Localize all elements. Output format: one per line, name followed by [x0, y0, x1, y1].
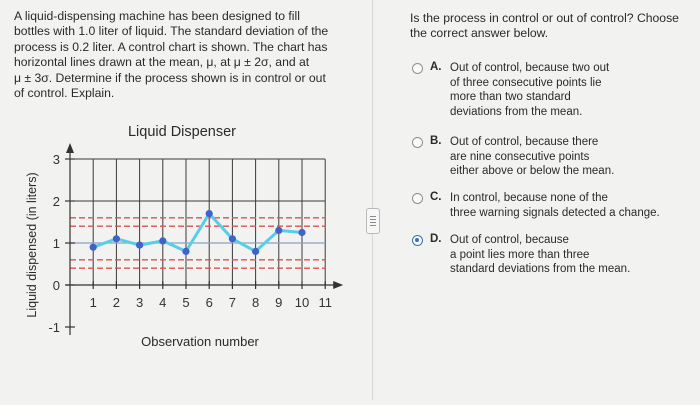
option-letter: A. [430, 61, 442, 73]
option-line: are nine consecutive points [450, 150, 590, 163]
option-text [450, 191, 660, 220]
option-text [450, 135, 614, 179]
x-tick-label: 4 [159, 295, 167, 310]
option-line: deviations from the mean. [450, 105, 583, 118]
y-axis-label: Liquid dispensed (in liters) [25, 172, 39, 318]
question-line: horizontal lines drawn at the mean, μ, at μ ± 2σ, and at [14, 55, 310, 70]
data-point [229, 235, 236, 242]
option-line: three warning signals detected a change. [450, 206, 660, 219]
radio-button-selected-icon[interactable] [412, 235, 423, 246]
option-line: In control, because none of the [450, 192, 608, 204]
data-point [298, 229, 305, 236]
data-point [90, 244, 97, 251]
option-line: standard deviations from the mean. [450, 263, 631, 275]
option-letter: B. [430, 135, 442, 147]
y-tick-label: 1 [52, 236, 60, 251]
prompt-line: the correct answer below. [410, 26, 549, 41]
x-axis-arrow-icon [333, 281, 343, 289]
option-line: Out of control, because [450, 234, 569, 246]
y-tick-label: -1 [48, 320, 60, 335]
option-line: either above or below the mean. [450, 165, 615, 177]
x-tick-label: 3 [135, 295, 144, 310]
option-text [450, 233, 630, 277]
control-chart [0, 120, 372, 400]
option-line: a point lies more than three [450, 248, 590, 261]
option-line: of three consecutive points lie [450, 76, 602, 89]
question-text [14, 9, 364, 101]
x-axis-label: Observation number [141, 334, 259, 349]
option-text [450, 61, 609, 119]
x-tick-label: 2 [112, 295, 121, 310]
data-point [182, 248, 189, 255]
option-line: Out of control, because there [450, 136, 599, 148]
data-point [206, 210, 213, 217]
panel-resize-handle[interactable] [366, 208, 380, 234]
x-tick-label: 6 [205, 295, 213, 310]
data-point [275, 227, 282, 234]
option-line: Out of control, because two out [450, 62, 610, 74]
question-line: μ ± 3σ. Determine if the process shown is in control or out [14, 70, 326, 85]
question-line: A liquid-dispensing machine has been designed to fill [14, 9, 300, 23]
data-point [113, 235, 120, 242]
radio-button-icon[interactable] [412, 137, 423, 148]
series-line [93, 214, 302, 252]
question-line: of control. Explain. [14, 86, 115, 101]
y-tick-label: 3 [52, 152, 60, 167]
x-tick-label: 5 [182, 295, 190, 310]
panel-divider [372, 0, 373, 400]
radio-button-icon[interactable] [412, 63, 423, 74]
option-line: more than two standard [450, 91, 571, 103]
y-tick-label: 0 [52, 278, 60, 293]
x-tick-label: 11 [318, 295, 332, 310]
answer-prompt [410, 11, 700, 42]
x-tick-label: 8 [251, 295, 260, 310]
option-letter: D. [430, 233, 442, 245]
chart-title: Liquid Dispenser [127, 124, 237, 140]
data-point [159, 237, 166, 244]
radio-button-icon[interactable] [412, 193, 423, 204]
question-line: bottles with 1.0 liter of liquid. The standard deviation of the [14, 24, 329, 39]
prompt-line: Is the process in control or out of control? Choose [410, 11, 679, 25]
y-axis-arrow-icon [66, 143, 74, 153]
data-point [136, 242, 143, 249]
y-tick-label: 2 [52, 194, 60, 209]
data-point [252, 248, 259, 255]
option-letter: C. [430, 191, 442, 203]
x-tick-label: 1 [89, 295, 97, 310]
x-tick-label: 9 [275, 295, 283, 310]
x-tick-label: 7 [228, 295, 237, 310]
x-tick-label: 10 [294, 295, 310, 310]
answer-panel [380, 0, 700, 400]
question-line: process is 0.2 liter. A control chart is shown. The chart has [14, 39, 328, 54]
control-chart-svg [0, 120, 372, 400]
